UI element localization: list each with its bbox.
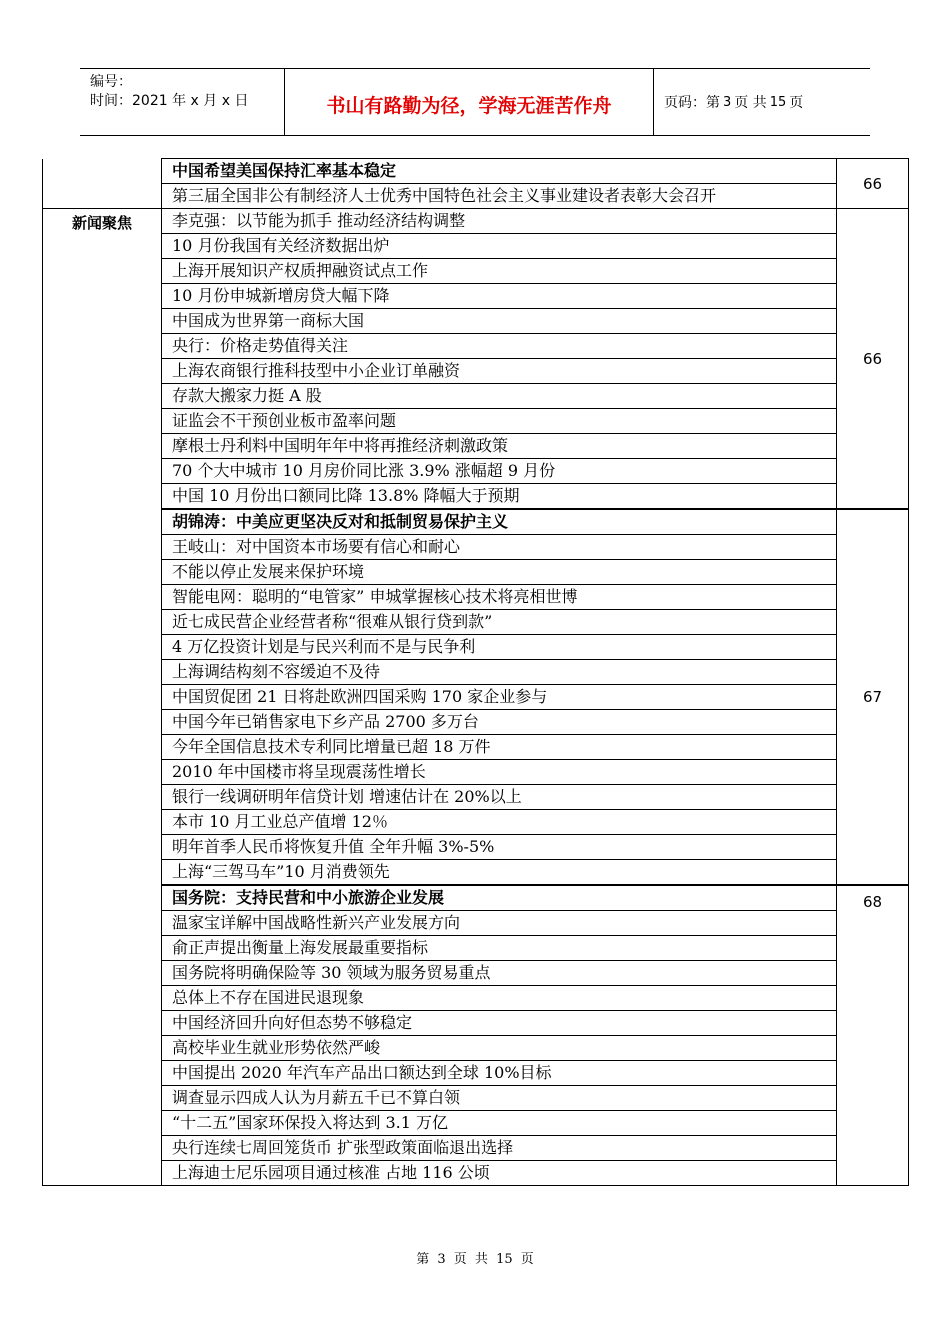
table-row (43, 986, 909, 1011)
news-headline: 中国提出 2020 年汽车产品出口额达到全球 10%目标 (162, 1061, 837, 1086)
table-row (43, 1061, 909, 1086)
table-row (43, 309, 909, 334)
table-row (43, 835, 909, 860)
news-headline: 2010 年中国楼市将呈现震荡性增长 (162, 760, 837, 785)
news-headline: 上海开展知识产权质押融资试点工作 (162, 259, 837, 284)
news-headline: 中国成为世界第一商标大国 (162, 309, 837, 334)
page-number-cell: 66 (837, 159, 909, 209)
news-headline: 摩根士丹利料中国明年年中将再推经济刺激政策 (162, 434, 837, 459)
page-number-cell: 68 (837, 885, 909, 1186)
news-headline: 存款大搬家力挺 A 股 (162, 384, 837, 409)
table-row (43, 810, 909, 835)
news-headline: “十二五”国家环保投入将达到 3.1 万亿 (162, 1111, 837, 1136)
news-headline: 央行连续七周回笼货币 扩张型政策面临退出选择 (162, 1136, 837, 1161)
table-row (43, 860, 909, 886)
page-footer (0, 1248, 950, 1267)
table-row (43, 585, 909, 610)
table-row (43, 334, 909, 359)
news-headline: 银行一线调研明年信贷计划 增速估计在 20%以上 (162, 785, 837, 810)
news-headline: 上海农商银行推科技型中小企业订单融资 (162, 359, 837, 384)
table-row (43, 409, 909, 434)
empty-cell (43, 184, 162, 209)
table-row (43, 284, 909, 309)
news-headline: 中国 10 月份出口额同比降 13.8% 降幅大于预期 (162, 484, 837, 510)
footer-prefix: 第 (416, 1252, 430, 1267)
page-label-mid: 页 共 (734, 95, 767, 111)
news-headline: 国务院将明确保险等 30 领域为服务贸易重点 (162, 961, 837, 986)
news-headline: 70 个大中城市 10 月房价同比涨 3.9% 涨幅超 9 月份 (162, 459, 837, 484)
news-headline-lead: 中国希望美国保持汇率基本稳定 (162, 159, 837, 184)
table-row (43, 1036, 909, 1061)
news-headline: 不能以停止发展来保护环境 (162, 560, 837, 585)
category-cell: 新闻聚焦 (43, 209, 162, 1186)
news-headline: 智能电网：聪明的“电管家” 申城掌握核心技术将亮相世博 (162, 585, 837, 610)
table-row (43, 961, 909, 986)
news-headline: 中国经济回升向好但态势不够稳定 (162, 1011, 837, 1036)
footer-current: 3 (437, 1252, 446, 1267)
table-row (43, 234, 909, 259)
footer-mid: 页 共 (453, 1252, 488, 1267)
news-headline: 中国贸促团 21 日将赴欧洲四国采购 170 家企业参与 (162, 685, 837, 710)
table-row (43, 184, 909, 209)
table-row (43, 936, 909, 961)
news-headline: 本市 10 月工业总产值增 12％ (162, 810, 837, 835)
table-row (43, 159, 909, 184)
table-row (43, 1161, 909, 1186)
time-label: 时间：2021 年 x 月 x 日 (90, 93, 249, 109)
table-row (43, 509, 909, 535)
news-headline: 上海“三驾马车”10 月消费领先 (162, 860, 837, 886)
table-row (43, 535, 909, 560)
empty-cell (43, 159, 162, 184)
news-headline: 俞正声提出衡量上海发展最重要指标 (162, 936, 837, 961)
news-table-body (43, 159, 909, 1186)
header-page-info (654, 69, 870, 135)
table-row (43, 259, 909, 284)
table-row (43, 1086, 909, 1111)
code-label: 编号： (90, 74, 132, 90)
table-row (43, 1136, 909, 1161)
news-headline: 第三届全国非公有制经济人士优秀中国特色社会主义事业建设者表彰大会召开 (162, 184, 837, 209)
header-slogan: 书山有路勤为径，学海无涯苦作舟 (284, 69, 654, 135)
table-row (43, 710, 909, 735)
news-headline: 央行：价格走势值得关注 (162, 334, 837, 359)
page-label-suffix: 页 (789, 95, 804, 111)
table-row (43, 885, 909, 911)
news-headline: 上海调结构刻不容缓迫不及待 (162, 660, 837, 685)
header-meta (80, 69, 284, 135)
table-row (43, 459, 909, 484)
footer-suffix: 页 (520, 1252, 534, 1267)
news-headline: 王岐山：对中国资本市场要有信心和耐心 (162, 535, 837, 560)
table-row (43, 560, 909, 585)
news-headline: 4 万亿投资计划是与民兴利而不是与民争利 (162, 635, 837, 660)
news-headline: 上海迪士尼乐园项目通过核准 占地 116 公顷 (162, 1161, 837, 1186)
table-row (43, 434, 909, 459)
page-header (80, 68, 870, 136)
news-headline-lead: 胡锦涛：中美应更坚决反对和抵制贸易保护主义 (162, 509, 837, 535)
news-headline: 证监会不干预创业板市盈率问题 (162, 409, 837, 434)
news-headline: 10 月份我国有关经济数据出炉 (162, 234, 837, 259)
news-headline: 中国今年已销售家电下乡产品 2700 多万台 (162, 710, 837, 735)
table-row (43, 484, 909, 510)
page-number-cell: 67 (837, 509, 909, 885)
news-headline: 调查显示四成人认为月薪五千已不算白领 (162, 1086, 837, 1111)
table-row (43, 384, 909, 409)
table-row (43, 760, 909, 785)
news-headline: 高校毕业生就业形势依然严峻 (162, 1036, 837, 1061)
page-total: 15 (769, 94, 787, 110)
table-row (43, 1111, 909, 1136)
news-headline-lead: 国务院：支持民营和中小旅游企业发展 (162, 885, 837, 911)
table-row (43, 635, 909, 660)
table-row (43, 685, 909, 710)
table-row (43, 359, 909, 384)
page-label-prefix: 页码：第 (664, 95, 720, 111)
news-table (42, 158, 909, 1186)
news-headline: 10 月份申城新增房贷大幅下降 (162, 284, 837, 309)
news-headline: 明年首季人民币将恢复升值 全年升幅 3%-5% (162, 835, 837, 860)
page-current: 3 (723, 94, 732, 110)
page-number-cell: 66 (837, 209, 909, 510)
table-row (43, 735, 909, 760)
table-row (43, 785, 909, 810)
table-row (43, 911, 909, 936)
table-row (43, 610, 909, 635)
table-row (43, 1011, 909, 1036)
news-headline: 总体上不存在国进民退现象 (162, 986, 837, 1011)
footer-total: 15 (496, 1252, 513, 1267)
news-headline: 近七成民营企业经营者称“很难从银行贷到款” (162, 610, 837, 635)
news-headline-lead: 李克强：以节能为抓手 推动经济结构调整 (162, 209, 837, 234)
table-row (43, 660, 909, 685)
news-headline: 今年全国信息技术专利同比增量已超 18 万件 (162, 735, 837, 760)
news-headline: 温家宝详解中国战略性新兴产业发展方向 (162, 911, 837, 936)
table-row (43, 209, 909, 234)
